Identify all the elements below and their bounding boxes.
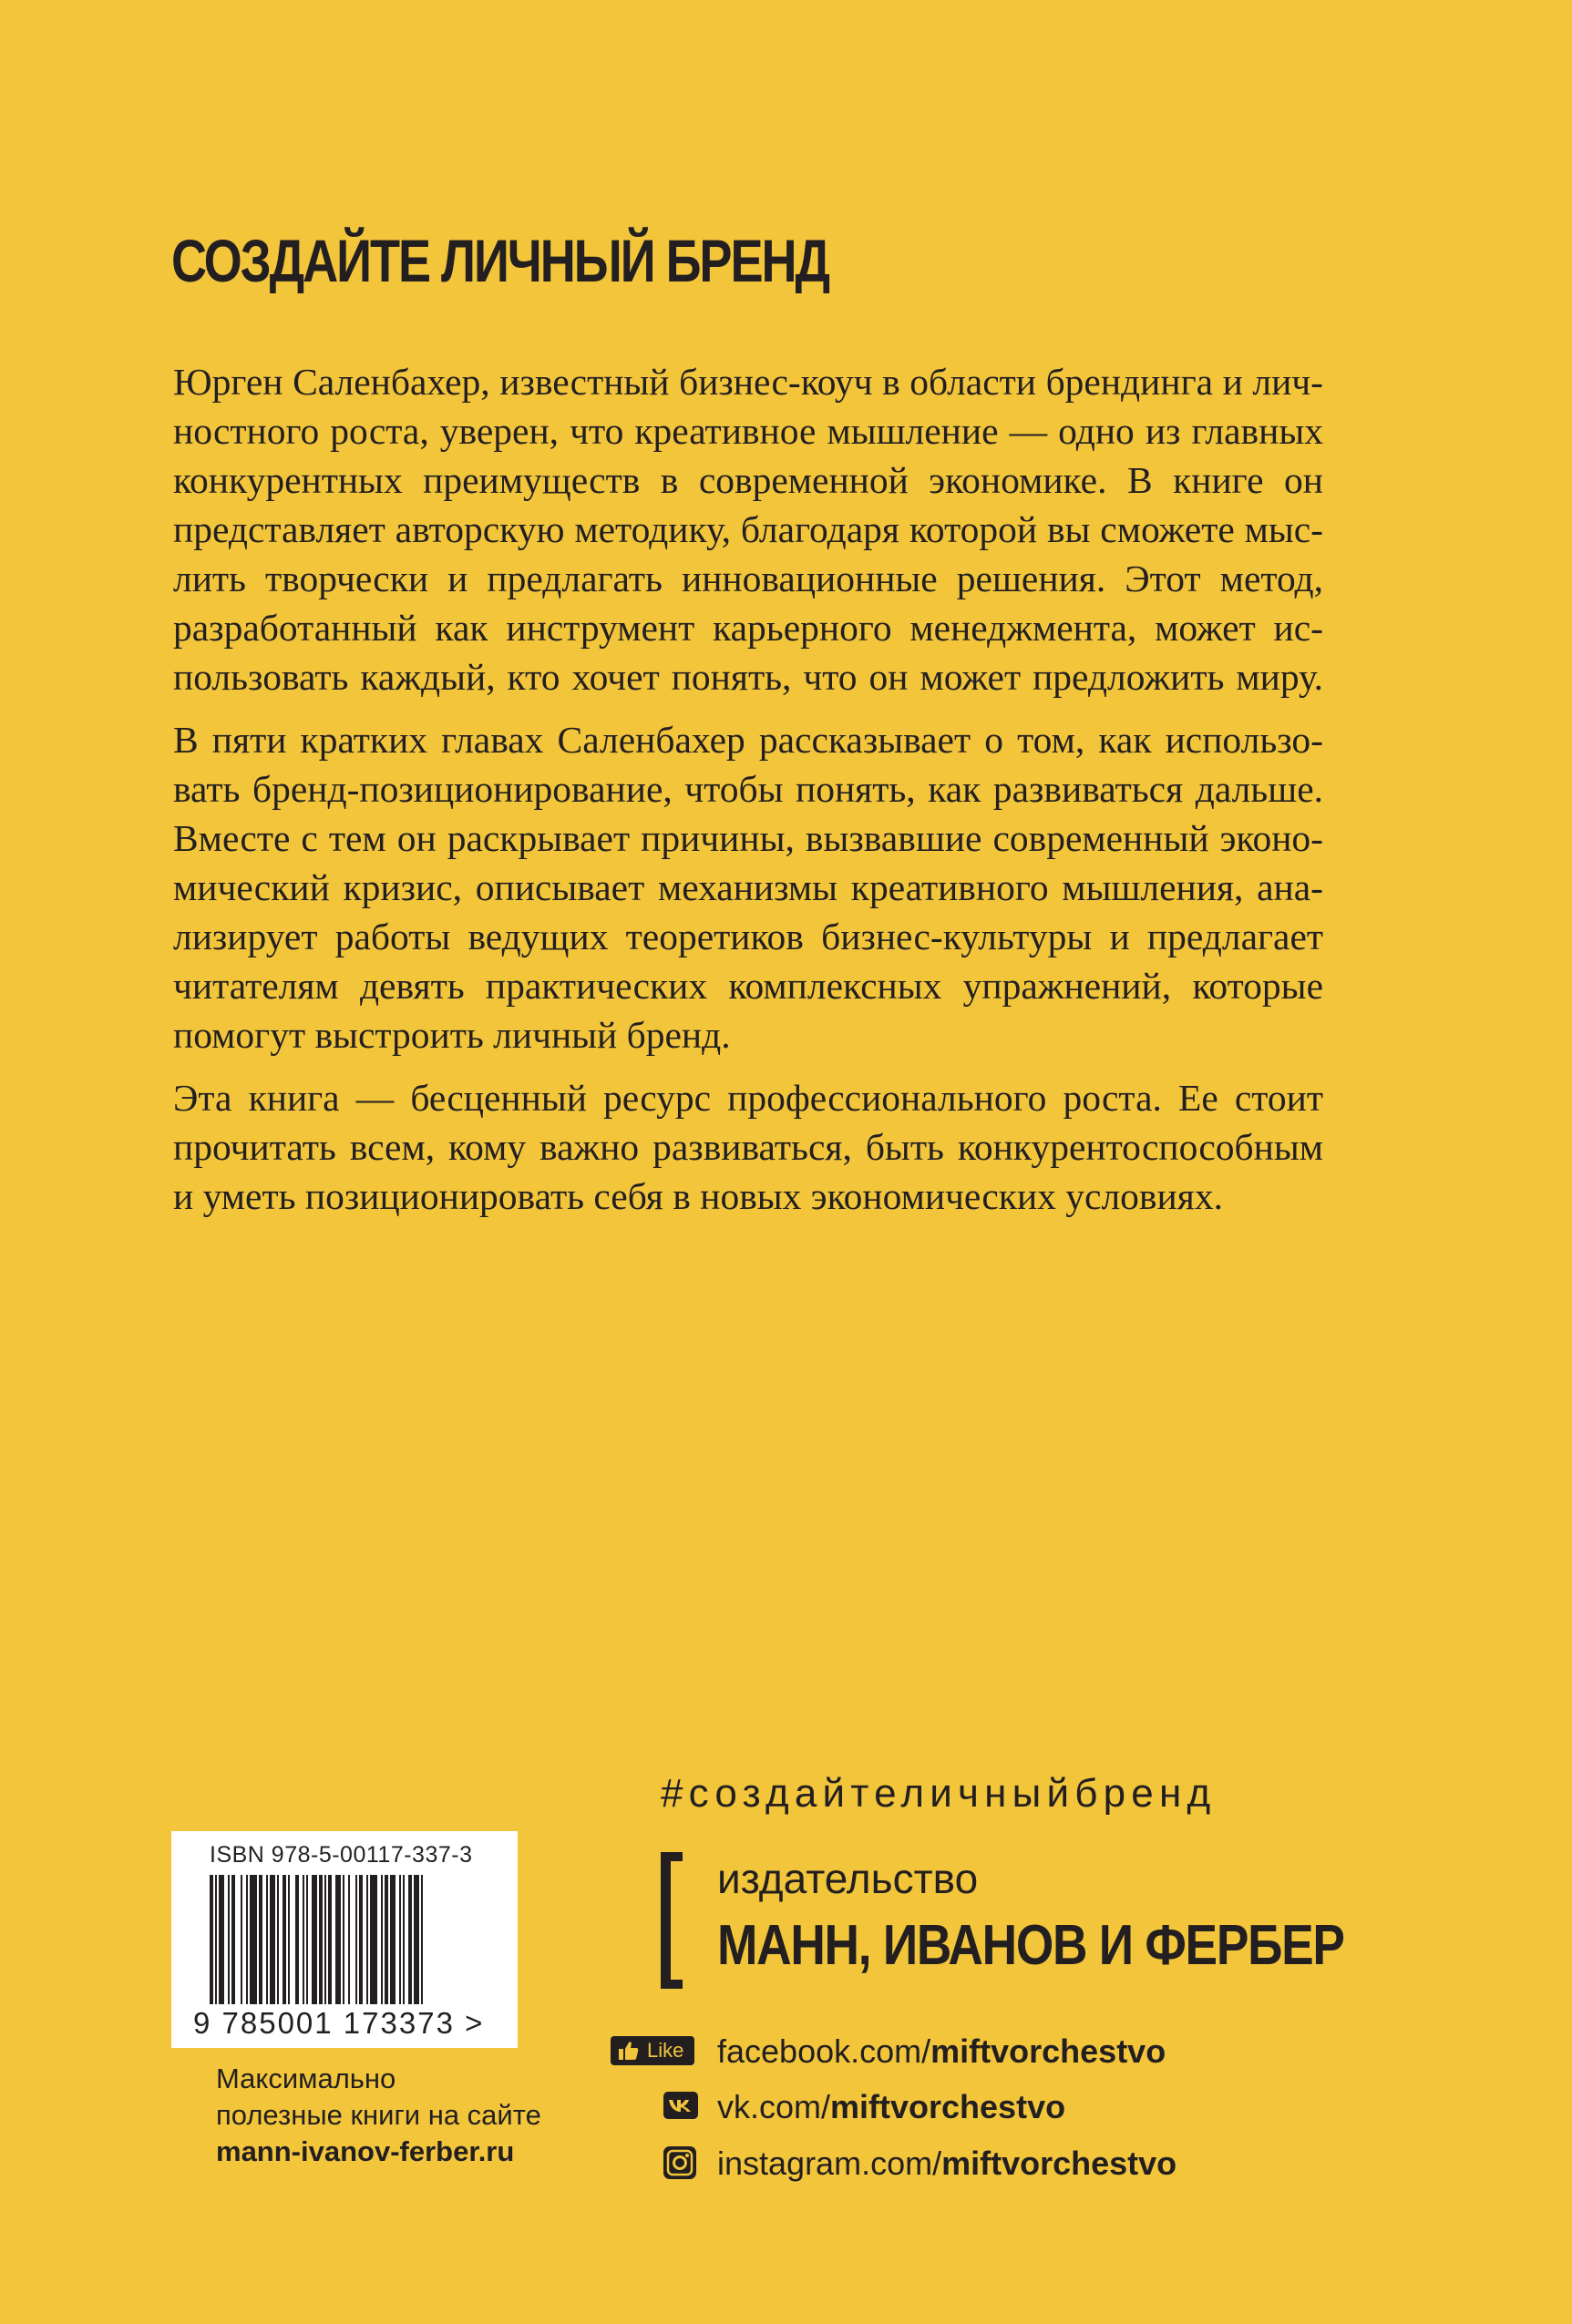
- barcode-icon: [210, 1875, 483, 2004]
- text-line: прочитать всем, кому важно развиваться, быть конкурентоспособным: [173, 1126, 1323, 1168]
- vk-icon: [663, 2092, 698, 2119]
- website-promo: [216, 2061, 541, 2170]
- publisher-bracket-icon: [661, 1852, 683, 1989]
- vk-handle: miftvorchestvo: [830, 2088, 1066, 2125]
- facebook-handle: miftvorchestvo: [930, 2032, 1166, 2070]
- text-line: Вместе с тем он раскрывает причины, вызвавшие современный эконо-: [173, 817, 1323, 859]
- vk-link[interactable]: [611, 2086, 1248, 2132]
- text-line: конкурентных преимуществ в современной экономике. В книге он: [173, 459, 1323, 501]
- facebook-link[interactable]: [611, 2031, 1248, 2076]
- description-paragraph-2: [173, 715, 1323, 1060]
- publisher-name: МАНН, ИВАНОВ И ФЕРБЕР: [717, 1914, 1344, 1977]
- text-line: помогут выстроить личный бренд.: [173, 1014, 731, 1056]
- isbn-label: ISBN 978-5-00117-337-3: [210, 1842, 473, 1868]
- text-line: Юрген Саленбахер, известный бизнес-коуч в области брендинга и лич-: [173, 361, 1323, 403]
- hashtag: #создайтеличныйбренд: [661, 1771, 1217, 1816]
- description-paragraph-3: [173, 1073, 1323, 1221]
- text-line: читателям девять практических комплексных упражнений, которые: [173, 965, 1323, 1007]
- text-line: лизирует работы ведущих теоретиков бизнес-культуры и предлагает: [173, 916, 1323, 957]
- promo-line: Максимально: [216, 2063, 396, 2094]
- like-label: Like: [647, 2039, 684, 2062]
- barcode-box: [171, 1831, 518, 2048]
- facebook-url-prefix: facebook.com/: [717, 2032, 931, 2070]
- text-line: разработанный как инструмент карьерного менеджмента, может ис-: [173, 607, 1323, 649]
- barcode-digits: 9 785001 173373 >: [193, 2006, 485, 2040]
- text-line: представляет авторскую методику, благодаря которой вы сможете мыс-: [173, 508, 1323, 550]
- text-line: Эта книга — бесценный ресурс профессионального роста. Ее стоит: [173, 1077, 1323, 1119]
- publisher-label: издательство: [717, 1855, 979, 1902]
- text-line: вать бренд-позиционирование, чтобы понять, как развиваться дальше.: [173, 768, 1323, 810]
- vk-url-prefix: vk.com/: [717, 2088, 831, 2125]
- text-line: лить творчески и предлагать инновационные решения. Этот метод,: [173, 558, 1323, 599]
- instagram-icon: [663, 2146, 696, 2179]
- promo-line: полезные книги на сайте: [216, 2099, 541, 2131]
- instagram-link[interactable]: [611, 2143, 1248, 2188]
- text-line: пользовать каждый, кто хочет понять, что он может предложить миру.: [173, 656, 1323, 698]
- facebook-like-icon: [611, 2036, 694, 2065]
- instagram-handle: miftvorchestvo: [941, 2145, 1177, 2182]
- text-line: ностного роста, уверен, что креативное мышление — одно из главных: [173, 410, 1323, 452]
- promo-site: mann-ivanov-ferber.ru: [216, 2135, 515, 2167]
- promo-site-link[interactable]: [216, 2134, 541, 2170]
- instagram-url-prefix: instagram.com/: [717, 2145, 942, 2182]
- text-line: мический кризис, описывает механизмы креативного мышления, ана-: [173, 866, 1323, 908]
- text-line: и уметь позиционировать себя в новых экономических условиях.: [173, 1175, 1223, 1217]
- book-title: СОЗДАЙТЕ ЛИЧНЫЙ БРЕНД: [171, 227, 829, 294]
- text-line: В пяти кратких главах Саленбахер рассказывает о том, как использо-: [173, 719, 1323, 761]
- description-paragraph-1: [173, 357, 1323, 701]
- thumb-up-icon: [618, 2041, 640, 2061]
